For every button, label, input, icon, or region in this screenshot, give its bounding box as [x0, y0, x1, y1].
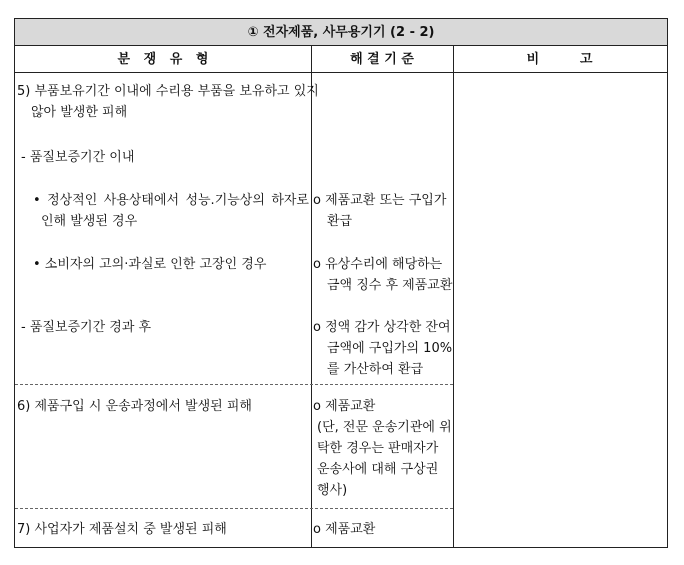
dispute-table [14, 18, 668, 548]
row5-bullet1: • 정상적인 사용상태에서 성능.기능상의 하자로 [33, 193, 309, 208]
row5-bullet1-cont: 인해 발생된 경우 [41, 214, 138, 229]
header-row [15, 46, 667, 73]
row5-bullet2-resolution: o 유상수리에 해당하는 [313, 257, 443, 272]
header-resolution-standard: 해 결 기 준 [350, 52, 414, 67]
row5-title-cont: 않아 발생한 피해 [31, 105, 128, 120]
row-divider [15, 508, 453, 509]
row6-resolution: o 제품교환 [313, 399, 376, 414]
row6-title: 6) 제품구입 시 운송과정에서 발생된 피해 [17, 399, 252, 414]
column-divider [453, 46, 454, 547]
row6-resolution-note: 행사) [317, 483, 348, 498]
row5-after-warranty-resolution: o 정액 감가 상각한 잔여 [313, 320, 451, 335]
row6-resolution-note: 탁한 경우는 판매자가 [317, 441, 439, 456]
row5-bullet1-resolution: o 제품교환 또는 구입가 [313, 193, 447, 208]
row5-sub-within-warranty: - 품질보증기간 이내 [21, 150, 135, 165]
row5-title: 5) 부품보유기간 이내에 수리용 부품을 보유하고 있지 [17, 84, 319, 99]
row6-resolution-note: 운송사에 대해 구상권 [317, 462, 439, 477]
row5-bullet2: • 소비자의 고의·과실로 인한 고장인 경우 [33, 257, 267, 272]
row5-bullet1-resolution-cont: 환급 [327, 214, 353, 229]
row5-sub-after-warranty: - 품질보증기간 경과 후 [21, 320, 152, 335]
row5-bullet2-resolution-cont: 금액 징수 후 제품교환 [327, 278, 453, 293]
row-divider [15, 384, 453, 385]
table-title: ① 전자제품, 사무용기기 (2 - 2) [15, 19, 667, 46]
row7-title: 7) 사업자가 제품설치 중 발생된 피해 [17, 522, 227, 537]
row5-after-warranty-resolution-cont: 를 가산하여 환급 [327, 362, 424, 377]
row7-resolution: o 제품교환 [313, 522, 376, 537]
column-divider [311, 46, 312, 547]
header-dispute-type: 분 쟁 유 형 [117, 52, 209, 67]
header-remarks: 비 고 [526, 52, 593, 67]
row5-after-warranty-resolution-cont: 금액에 구입가의 10% [327, 341, 453, 356]
row6-resolution-note: (단, 전문 운송기관에 위 [317, 420, 452, 435]
